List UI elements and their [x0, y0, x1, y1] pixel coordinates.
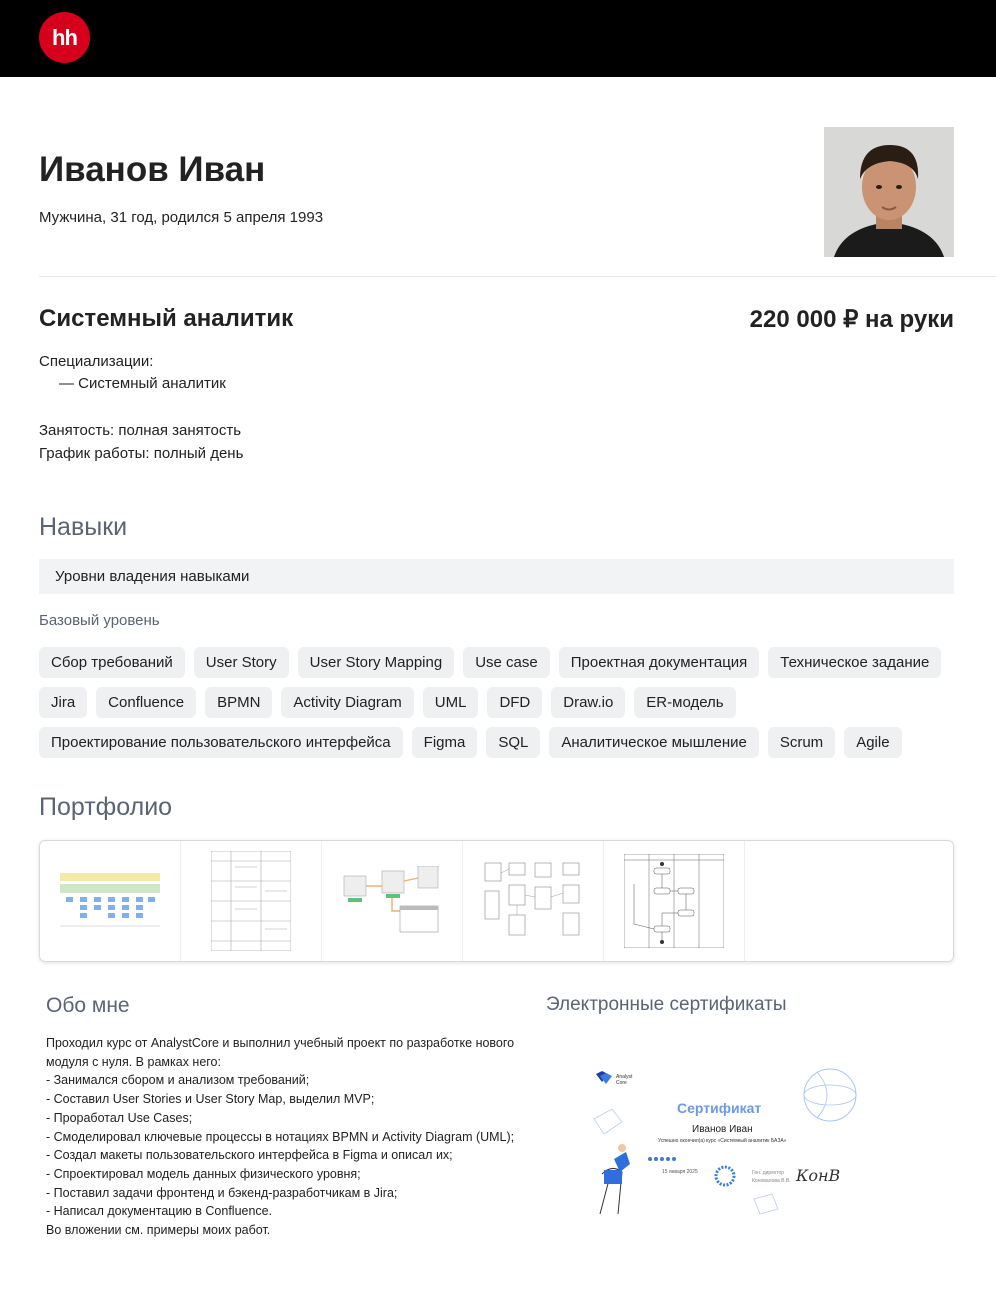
skill-level-label: Базовый уровень: [39, 612, 160, 629]
skill-tag: Сбор требований: [39, 647, 185, 678]
skill-tag: Проектная документация: [559, 647, 760, 678]
certificate-course: Успешно окончил(а) курс «Системный аналитик БАЗА»: [658, 1138, 787, 1144]
certificate-holder-name: Иванов Иван: [692, 1124, 753, 1135]
certificate-director: Ген. директор Коновалова В.В.: [752, 1170, 791, 1184]
work-schedule: График работы: полный день: [39, 445, 244, 462]
skill-tag: Техническое задание: [768, 647, 941, 678]
about-section-title: Обо мне: [46, 994, 130, 1017]
skill-tag: Use case: [463, 647, 550, 678]
top-bar: [0, 0, 996, 77]
candidate-photo: [824, 127, 954, 257]
skill-tag: Аналитическое мышление: [549, 727, 758, 758]
skill-tags: [39, 647, 959, 758]
specialization-item: — Системный аналитик: [59, 375, 226, 392]
skill-tag: Agile: [844, 727, 901, 758]
portfolio-section-title: Портфолио: [39, 793, 173, 821]
candidate-name: Иванов Иван: [39, 150, 266, 189]
portfolio-thumb-er-diagram[interactable]: [463, 841, 604, 961]
skill-tag: Проектирование пользовательского интерфейса: [39, 727, 403, 758]
skill-tag: BPMN: [205, 687, 272, 718]
skill-tag: Figma: [412, 727, 478, 758]
salary: 220 000 ₽ на руки: [749, 306, 954, 333]
skill-tag: Draw.io: [551, 687, 625, 718]
portfolio-thumb-activity-diagram[interactable]: [604, 841, 745, 961]
specializations-label: Специализации:: [39, 353, 154, 370]
skill-tag: User Story Mapping: [298, 647, 455, 678]
portfolio-thumb-bpmn[interactable]: [322, 841, 463, 961]
certificate-heading: Сертификат: [677, 1100, 762, 1116]
hh-logo[interactable]: hh: [39, 12, 90, 63]
portfolio-thumb-document[interactable]: [181, 841, 322, 961]
skill-tag: Scrum: [768, 727, 835, 758]
about-text: Проходил курс от AnalystCore и выполнил учебный проект по разработке нового модуля с нуля. В рамках него: - Занимался сбором и анализом требований; - Составил User Stories и User Story Map, выделил MVP; - Проработал Use Cases; - Смоделировал ключевые процессы в нотациях BPMN и Activity Diagram (UML); - Создал макеты пользовательского интерфейса в Figma и описал их; - Спроектировал модель данных физического уровня; - Поставил задачи фронтенд и бэкенд-разработчикам в Jira; - Написал документацию в Confluence. Во вложении см. примеры моих работ.: [46, 1036, 515, 1238]
skill-levels-bar[interactable]: Уровни владения навыками: [39, 559, 954, 594]
certificates-section-title: Электронные сертификаты: [546, 994, 787, 1015]
certificate-logo-text: Analyst Core: [616, 1074, 633, 1086]
skill-tag: SQL: [486, 727, 540, 758]
portfolio-thumb-story-map[interactable]: [40, 841, 181, 961]
employment-type: Занятость: полная занятость: [39, 422, 242, 439]
skill-tag: UML: [423, 687, 479, 718]
skill-tag: Jira: [39, 687, 87, 718]
certificate-card[interactable]: [582, 1064, 862, 1224]
skills-section-title: Навыки: [39, 513, 128, 541]
certificate-signature: КонВ: [796, 1166, 841, 1185]
portfolio-gallery: [39, 840, 954, 962]
skill-tag: User Story: [194, 647, 289, 678]
candidate-meta: Мужчина, 31 год, родился 5 апреля 1993: [39, 209, 324, 226]
skill-tag: Activity Diagram: [281, 687, 413, 718]
skill-tag: Confluence: [96, 687, 196, 718]
position-title: Системный аналитик: [39, 305, 294, 332]
certificate-date: 15 января 2025: [662, 1169, 698, 1175]
skill-tag: ER-модель: [634, 687, 735, 718]
header-divider: [39, 276, 996, 277]
skill-tag: DFD: [487, 687, 542, 718]
